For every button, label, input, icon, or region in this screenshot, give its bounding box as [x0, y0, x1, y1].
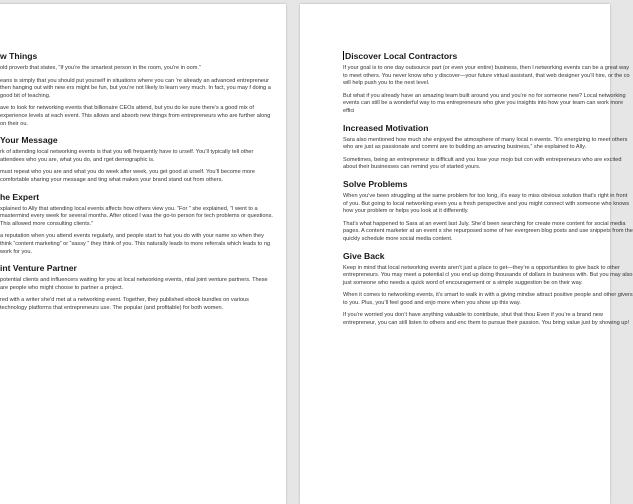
paragraph: Keep in mind that local networking events aren’t just a place to get—they’re a opportunities to give back to other entrepreneurs. You may meet a potential cl you end up doing thousands of dollars in business with. But you may also just someone who needs a quick word of encouragement or a simple suggestion be on their way.	[343, 264, 633, 286]
paragraph: rk of attending local networking events is that you will frequently have to urself. You’ll typically tell other attendees who you are, what you do, and rget demographic is.	[0, 149, 254, 163]
document-page-left[interactable]	[0, 4, 286, 504]
document-page-right[interactable]	[300, 4, 633, 504]
paragraph: potential clients and influencers waiting for you at local networking events, ntial joint venture partners. These are people who might choose to partner a project.	[0, 277, 268, 291]
paragraph: must repeat who you are and what you do week after week, you get good at urself. You’ll become more comfortable sharing your message and ting what makes your brand stand out from others.	[0, 169, 255, 183]
section-heading: Give Back	[343, 250, 385, 261]
paragraph: But what if you already have an amazing team built around you and you’re no for someone new? Local networking events can still be a wonderful way to ma entrepreneurs who give you insights into how your team can work more effici	[343, 92, 626, 114]
paragraph: When it comes to networking events, it’s smart to walk in with a giving mindse attract positive people and other givers to you. Plus, you’ll feel good and enjo more when you show up this way.	[343, 292, 633, 306]
section-heading: Increased Motivation	[343, 122, 429, 133]
section-heading: he Expert	[0, 191, 40, 202]
text-cursor	[343, 51, 344, 60]
paragraph: If your goal is to one day outsource part (or even your entire) business, then l networking events can be a great way to meet others. You never know who y discover—your future virtual assistant, that web designer you’ll hire, or the co will help push you to the next level.	[343, 65, 630, 87]
paragraph: Sara also mentioned how much she enjoyed the atmosphere of many local n events. “It’s energizing to meet others who are just as passionate and commi are to building an amazing business,” she explained to Ally.	[343, 136, 628, 151]
section-heading: w Things	[0, 51, 38, 61]
page-right-content	[343, 44, 633, 333]
paragraph: a reputation when you attend events regularly, and people start to hat you do with your name so when they think “content marketing” or “sassy ” they think of you. This naturally leads to more referrals which leads to ng work for you.	[0, 233, 271, 255]
paragraph: When you’ve been struggling at the same problem for too long, it’s easy to miss obvious solution that’s right in front of you. But going to local networking even you a fresh perspective and you might connect with someone who knows how your problem or helps you look at it differently.	[343, 192, 630, 215]
paragraph: eans is simply that you should put yourself in situations where you can ’re already an advanced entrepreneur then hanging out with new ers might be fun, but you’re not likely to learn very much. In fact, you may f doing a good bit of teaching.	[0, 77, 271, 99]
paragraph: Sometimes, being an entrepreneur is difficult and you lose your mojo but con with entrepreneurs who are excited about their businesses can remind you of started yours.	[343, 156, 622, 171]
section-heading: Your Message	[0, 135, 58, 146]
paragraph: That’s what happened to Sara at an event last July. She’d been searching for create more content for social media pages. A content marketer at an event s she repurposed some of her evergreen blog posts and use snippets from the quickly schedule more social media content.	[343, 220, 633, 242]
section-heading	[343, 51, 633, 61]
paragraph: ave to look for networking events that billionaire CEOs attend, but you do ke sure there’s a good mix of experience levels at each event. This allows and absorb new things from entrepreneurs who are further along on their ou.	[0, 105, 271, 127]
page-left-content	[0, 44, 276, 317]
section-heading-text: Discover Local Contractors	[345, 51, 458, 61]
section-heading: int Venture Partner	[0, 263, 77, 274]
paragraph: xplained to Ally that attending local events affects how others view you. “For ” she explained, “I went to a mastermind every week for several months. After oticed I was the go-to person for tech problems or questions. This allowed more consulting clients.”	[0, 205, 273, 227]
paragraph: If you’re worried you don’t have anything valuable to contribute, shut that thou Even if you’re a brand new entrepreneur, you can still listen to others and enc them to pursue their passion. You bring value just by showing up!	[343, 312, 630, 327]
paragraph: old proverb that states, “If you’re the smartest person in the room, you’re in oom.”	[0, 65, 201, 71]
section-heading: Solve Problems	[343, 178, 408, 189]
paragraph: red with a writer she’d met at a networking event. Together, they published ebook bundles on various technology platforms that entrepreneurs use. The popular (and profitable) for both women.	[0, 297, 249, 311]
